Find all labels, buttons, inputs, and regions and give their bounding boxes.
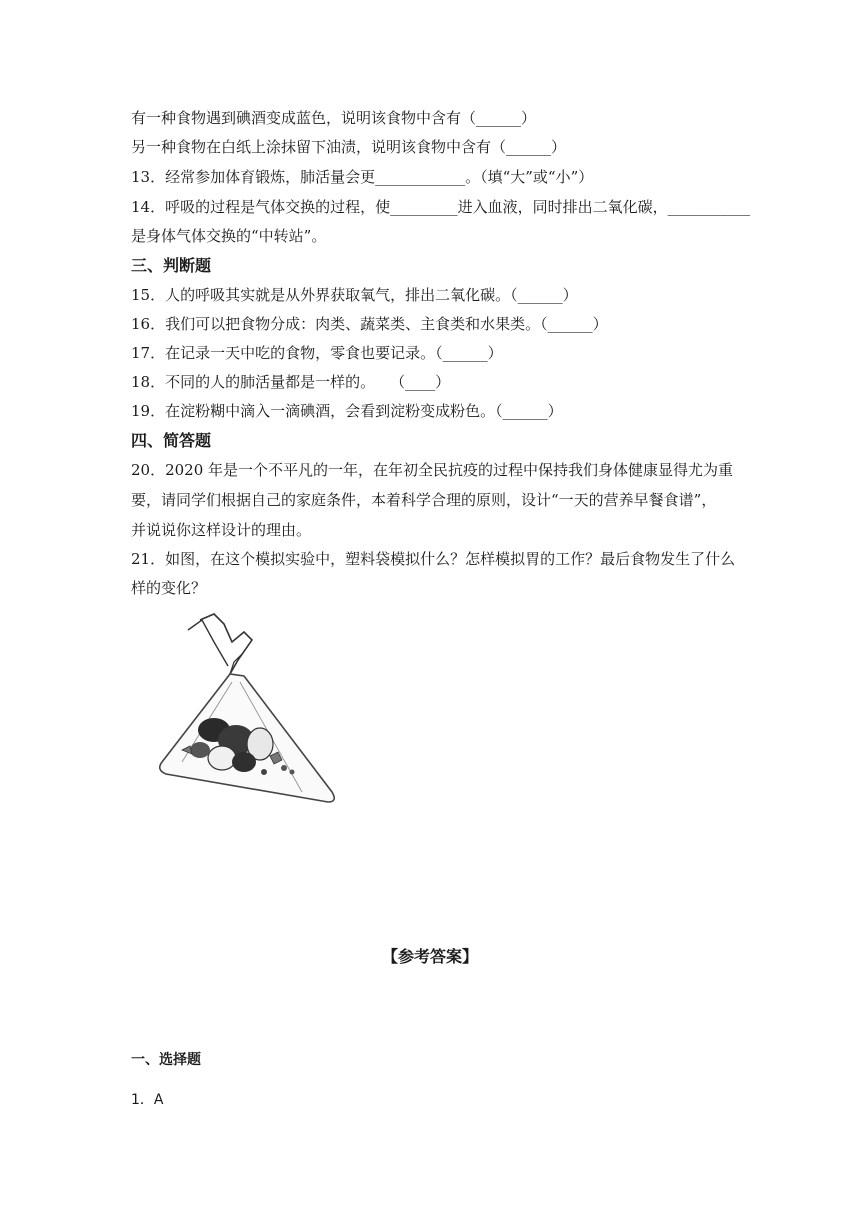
question-16: 16．我们可以把食物分成：肉类、蔬菜类、主食类和水果类。（______） — [131, 315, 608, 333]
question-line: 另一种食物在白纸上涂抹留下油渍，说明该食物中含有（______） — [131, 138, 567, 156]
question-20-cont: 要，请同学们根据自己的家庭条件，本着科学合理的原则，设计“一天的营养早餐食谱”， — [131, 491, 717, 509]
question-14: 14．呼吸的过程是气体交换的过程，使_________进入血液，同时排出二氧化碳，___________ — [131, 198, 751, 216]
question-21: 21．如图，在这个模拟实验中，塑料袋模拟什么？怎样模拟胃的工作？最后食物发生了什么 — [131, 550, 736, 568]
section-heading-short-answer: 四、简答题 — [131, 431, 212, 450]
question-20: 20．2020 年是一个不平凡的一年，在年初全民抗疫的过程中保持我们身体健康显得尤为重 — [131, 461, 734, 479]
question-line: 有一种食物遇到碘酒变成蓝色，说明该食物中含有（______） — [131, 109, 537, 127]
question-19: 19．在淀粉糊中滴入一滴碘酒，会看到淀粉变成粉色。（______） — [131, 402, 563, 420]
question-13: 13．经常参加体育锻炼，肺活量会更____________。（填“大”或“小”） — [131, 168, 594, 186]
question-18: 18．不同的人的肺活量都是一样的。 （____） — [131, 373, 451, 391]
section-heading-judgment: 三、判断题 — [131, 256, 212, 275]
food-crumb — [281, 765, 287, 771]
food-item — [208, 746, 236, 770]
question-14-cont: 是身体气体交换的“中转站”。 — [131, 227, 327, 245]
food-item — [232, 752, 256, 772]
answer-section-heading: 一、选择题 — [131, 1052, 201, 1068]
bag-tie — [188, 620, 228, 666]
food-crumb — [290, 770, 295, 775]
question-20-cont: 并说说你这样设计的理由。 — [131, 521, 312, 539]
answer-1: 1．A — [131, 1092, 164, 1108]
plastic-bag-illustration — [152, 612, 342, 812]
bag-knot — [200, 614, 252, 674]
food-item — [190, 742, 210, 758]
answer-key-title: 【参考答案】 — [381, 947, 478, 966]
food-crumb — [261, 769, 267, 775]
question-21-cont: 样的变化？ — [131, 579, 207, 597]
question-15: 15．人的呼吸其实就是从外界获取氧气，排出二氧化碳。（______） — [131, 286, 578, 304]
question-17: 17．在记录一天中吃的食物，零食也要记录。（______） — [131, 344, 503, 362]
